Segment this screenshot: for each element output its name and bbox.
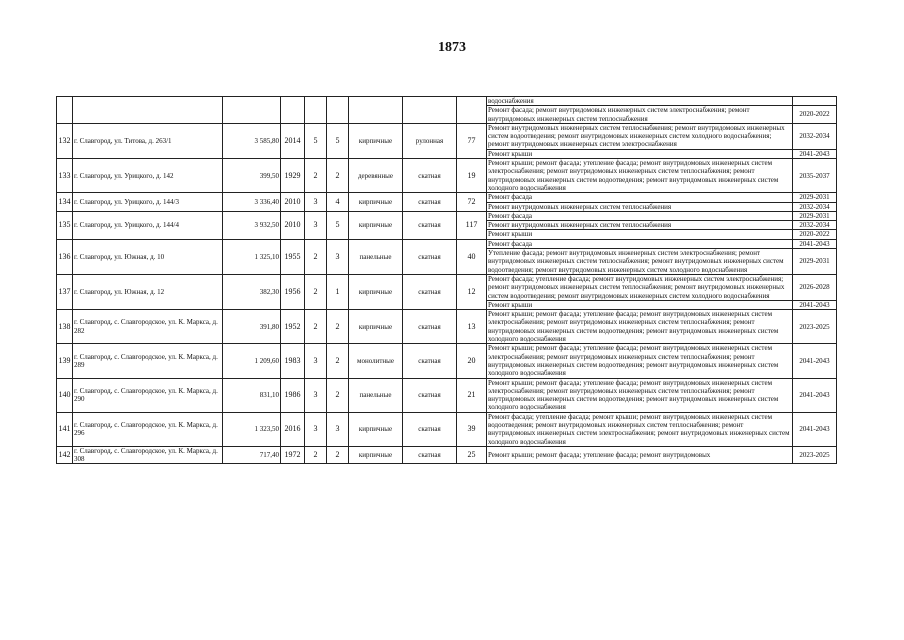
building-area: 3 932,50 [223, 211, 281, 239]
building-floors: 2 [305, 159, 327, 193]
building-entrances: 2 [327, 446, 349, 464]
work-description: Ремонт фасада [487, 211, 793, 220]
work-period: 2029-2031 [793, 249, 837, 275]
residents-count: 19 [457, 159, 487, 193]
roof-type: скатная [403, 412, 457, 446]
building-floors: 3 [305, 211, 327, 239]
work-description: Ремонт крыши; ремонт фасада; утепление фасада; ремонт внутридомовых инженерных систем электроснабжения; ремонт внутридомовых инженерных систем теплоснабжения; ремонт внутридомовых инженерных систем водоотведения; ремонт внутридомовых инженерных систем холодного водоснабжения [487, 159, 793, 193]
building-number: 137 [57, 274, 73, 309]
roof-type: скатная [403, 446, 457, 464]
work-period: 2029-2031 [793, 193, 837, 202]
page-number: 1873 [438, 40, 466, 55]
building-row [57, 239, 837, 248]
building-row [57, 310, 837, 344]
building-floors: 3 [305, 378, 327, 412]
residents-count: 25 [457, 446, 487, 464]
cell-empty [281, 97, 305, 124]
work-description: Ремонт фасада [487, 239, 793, 248]
building-floors: 2 [305, 446, 327, 464]
building-area: 399,50 [223, 159, 281, 193]
roof-type: скатная [403, 211, 457, 239]
work-period: 2029-2031 [793, 211, 837, 220]
work-description: Ремонт фасада; ремонт внутридомовых инженерных систем электроснабжения; ремонт внутридомовых инженерных систем теплоснабжения [487, 106, 793, 124]
building-number: 134 [57, 193, 73, 212]
residents-count: 72 [457, 193, 487, 212]
residents-count: 39 [457, 412, 487, 446]
wall-material: кирпичные [349, 123, 403, 158]
residents-count: 13 [457, 310, 487, 344]
building-year: 2010 [281, 211, 305, 239]
roof-type: скатная [403, 159, 457, 193]
building-entrances: 4 [327, 193, 349, 212]
building-number: 139 [57, 344, 73, 378]
building-year: 1929 [281, 159, 305, 193]
building-area: 1 323,50 [223, 412, 281, 446]
building-number: 133 [57, 159, 73, 193]
building-entrances: 1 [327, 274, 349, 309]
building-address: г. Славгород, ул. Урицкого, д. 142 [73, 159, 223, 193]
building-address: г. Славгород, с. Славгородское, ул. К. Маркса, д. 296 [73, 412, 223, 446]
work-description: водоснабжения [487, 97, 793, 106]
work-period: 2035-2037 [793, 159, 837, 193]
building-floors: 2 [305, 310, 327, 344]
building-floors: 3 [305, 193, 327, 212]
building-row [57, 193, 837, 202]
work-period: 2041-2043 [793, 239, 837, 248]
building-number: 140 [57, 378, 73, 412]
building-year: 1986 [281, 378, 305, 412]
building-area: 3 336,40 [223, 193, 281, 212]
roof-type: скатная [403, 193, 457, 212]
roof-type: скатная [403, 378, 457, 412]
building-number: 136 [57, 239, 73, 274]
building-row [57, 446, 837, 464]
roof-type: рулонная [403, 123, 457, 158]
building-entrances: 2 [327, 344, 349, 378]
work-period: 2023-2025 [793, 310, 837, 344]
building-address: г. Славгород, ул. Урицкого, д. 144/4 [73, 211, 223, 239]
wall-material: кирпичные [349, 412, 403, 446]
building-year: 1955 [281, 239, 305, 274]
building-entrances: 5 [327, 211, 349, 239]
work-description: Ремонт внутридомовых инженерных систем теплоснабжения [487, 202, 793, 211]
cell-empty [349, 97, 403, 124]
building-row [57, 123, 837, 149]
work-period: 2041-2043 [793, 378, 837, 412]
building-year: 1972 [281, 446, 305, 464]
building-year: 2010 [281, 193, 305, 212]
building-number: 138 [57, 310, 73, 344]
building-address: г. Славгород, ул. Урицкого, д. 144/3 [73, 193, 223, 212]
work-period: 2041-2043 [793, 300, 837, 309]
cell-empty [57, 97, 73, 124]
building-row [57, 412, 837, 446]
work-period: 2020-2022 [793, 106, 837, 124]
work-description: Ремонт крыши; ремонт фасада; утепление фасада; ремонт внутридомовых [487, 446, 793, 464]
wall-material: кирпичные [349, 310, 403, 344]
work-period [793, 97, 837, 106]
work-period: 2023-2025 [793, 446, 837, 464]
roof-type: скатная [403, 310, 457, 344]
wall-material: панельные [349, 239, 403, 274]
wall-material: кирпичные [349, 274, 403, 309]
work-period: 2032-2034 [793, 202, 837, 211]
wall-material: монолитные [349, 344, 403, 378]
building-row [57, 344, 837, 378]
building-number: 142 [57, 446, 73, 464]
building-year: 1956 [281, 274, 305, 309]
work-period: 2041-2043 [793, 344, 837, 378]
work-description: Ремонт фасада; утепление фасада; ремонт внутридомовых инженерных систем электроснабжения; ремонт внутридомовых инженерных систем теплоснабжения; ремонт внутридомовых инженерных систем водоотведения; ремонт внутридомовых инженерных систем холодного водоснабжения [487, 274, 793, 300]
work-description: Ремонт фасада; утепление фасада; ремонт крыши; ремонт внутридомовых инженерных систем водоотведения; ремонт внутридомовых инженерных систем теплоснабжения; ремонт внутридомовых инженерных систем электроснабжения; ремонт внутридомовых инженерных систем холодного водоснабжения [487, 412, 793, 446]
building-floors: 3 [305, 344, 327, 378]
roof-type: скатная [403, 274, 457, 309]
wall-material: деревянные [349, 159, 403, 193]
building-year: 1952 [281, 310, 305, 344]
work-description: Ремонт крыши [487, 230, 793, 239]
wall-material: кирпичные [349, 446, 403, 464]
building-floors: 3 [305, 412, 327, 446]
residents-count: 40 [457, 239, 487, 274]
cell-empty [457, 97, 487, 124]
building-address: г. Славгород, с. Славгородское, ул. К. Маркса, д. 308 [73, 446, 223, 464]
building-row [57, 159, 837, 193]
building-year: 1983 [281, 344, 305, 378]
work-description: Ремонт фасада [487, 193, 793, 202]
building-entrances: 2 [327, 159, 349, 193]
roof-type: скатная [403, 344, 457, 378]
work-period: 2032-2034 [793, 123, 837, 149]
work-description: Ремонт крыши [487, 149, 793, 158]
cell-empty [223, 97, 281, 124]
building-address: г. Славгород, ул. Титова, д. 263/1 [73, 123, 223, 158]
work-description: Утепление фасада; ремонт внутридомовых инженерных систем электроснабжения; ремонт внутридомовых инженерных систем теплоснабжения; ремонт внутридомовых инженерных систем водоотведения; ремонт внутридомовых инженерных систем холодного водоснабжения [487, 249, 793, 275]
wall-material: кирпичные [349, 193, 403, 212]
cell-empty [73, 97, 223, 124]
work-description: Ремонт внутридомовых инженерных систем теплоснабжения; ремонт внутридомовых инженерных систем водоотведения; ремонт внутридомовых инженерных систем холодного водоснабжения; ремонт внутридомовых инженерных систем электроснабжения [487, 123, 793, 149]
top-continuation-row [57, 97, 837, 106]
building-area: 1 209,60 [223, 344, 281, 378]
building-entrances: 5 [327, 123, 349, 158]
residents-count: 20 [457, 344, 487, 378]
building-address: г. Славгород, с. Славгородское, ул. К. Маркса, д. 282 [73, 310, 223, 344]
building-floors: 2 [305, 239, 327, 274]
building-area: 831,10 [223, 378, 281, 412]
building-address: г. Славгород, с. Славгородское, ул. К. Маркса, д. 290 [73, 378, 223, 412]
building-area: 382,30 [223, 274, 281, 309]
repair-program-table [56, 96, 837, 464]
building-area: 391,80 [223, 310, 281, 344]
building-floors: 2 [305, 274, 327, 309]
building-address: г. Славгород, ул. Южная, д. 12 [73, 274, 223, 309]
building-row [57, 274, 837, 300]
work-period: 2026-2028 [793, 274, 837, 300]
building-number: 132 [57, 123, 73, 158]
building-year: 2016 [281, 412, 305, 446]
residents-count: 117 [457, 211, 487, 239]
wall-material: панельные [349, 378, 403, 412]
building-entrances: 2 [327, 378, 349, 412]
building-entrances: 3 [327, 412, 349, 446]
work-period: 2032-2034 [793, 221, 837, 230]
building-entrances: 2 [327, 310, 349, 344]
building-floors: 5 [305, 123, 327, 158]
work-description: Ремонт крыши; ремонт фасада; утепление фасада; ремонт внутридомовых инженерных систем электроснабжения; ремонт внутридомовых инженерных систем теплоснабжения; ремонт внутридомовых инженерных систем водоотведения; ремонт внутридомовых инженерных систем холодного водоснабжения [487, 344, 793, 378]
building-row [57, 378, 837, 412]
building-address: г. Славгород, с. Славгородское, ул. К. Маркса, д. 289 [73, 344, 223, 378]
building-number: 135 [57, 211, 73, 239]
building-address: г. Славгород, ул. Южная, д. 10 [73, 239, 223, 274]
cell-empty [327, 97, 349, 124]
work-description: Ремонт крыши; ремонт фасада; утепление фасада; ремонт внутридомовых инженерных систем электроснабжения; ремонт внутридомовых инженерных систем теплоснабжения; ремонт внутридомовых инженерных систем водоотведения; ремонт внутридомовых инженерных систем холодного водоснабжения [487, 378, 793, 412]
work-period: 2020-2022 [793, 230, 837, 239]
work-period: 2041-2043 [793, 412, 837, 446]
building-area: 717,40 [223, 446, 281, 464]
building-area: 1 325,10 [223, 239, 281, 274]
building-number: 141 [57, 412, 73, 446]
residents-count: 77 [457, 123, 487, 158]
residents-count: 21 [457, 378, 487, 412]
building-row [57, 211, 837, 220]
building-year: 2014 [281, 123, 305, 158]
cell-empty [305, 97, 327, 124]
cell-empty [403, 97, 457, 124]
work-description: Ремонт крыши; ремонт фасада; утепление фасада; ремонт внутридомовых инженерных систем электроснабжения; ремонт внутридомовых инженерных систем теплоснабжения; ремонт внутридомовых инженерных систем водоотведения; ремонт внутридомовых инженерных систем холодного водоснабжения [487, 310, 793, 344]
roof-type: скатная [403, 239, 457, 274]
work-description: Ремонт крыши [487, 300, 793, 309]
building-entrances: 3 [327, 239, 349, 274]
wall-material: кирпичные [349, 211, 403, 239]
work-period: 2041-2043 [793, 149, 837, 158]
work-description: Ремонт внутридомовых инженерных систем теплоснабжения [487, 221, 793, 230]
residents-count: 12 [457, 274, 487, 309]
building-area: 3 585,80 [223, 123, 281, 158]
